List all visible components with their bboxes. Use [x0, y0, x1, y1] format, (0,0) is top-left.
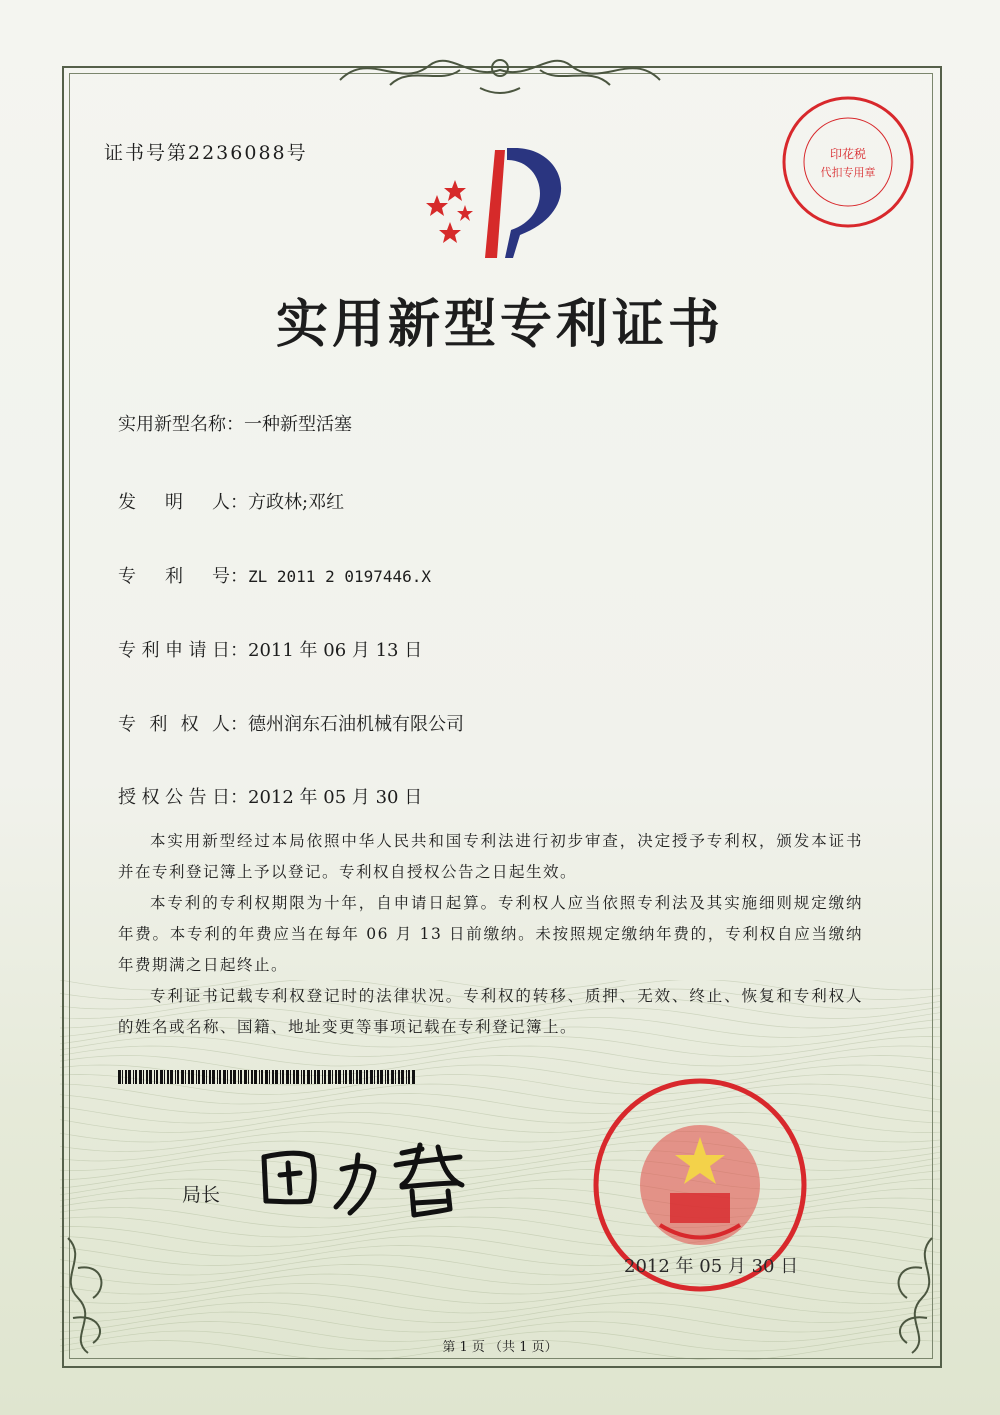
- field-announcement-date: 授 权 公 告 日 ：2012 年 05 月 30 日: [118, 783, 422, 809]
- field-label: [118, 488, 230, 514]
- certificate-number: 证书号第2236088号: [104, 142, 308, 164]
- barcode-bar: [272, 1070, 274, 1084]
- barcode-bar: [269, 1070, 270, 1084]
- barcode-bar: [118, 1070, 121, 1084]
- barcode-bar: [212, 1070, 215, 1084]
- barcode-bar: [261, 1070, 263, 1084]
- patent-office-emblem-icon: [425, 140, 585, 260]
- barcode-bar: [156, 1070, 158, 1084]
- field-patent-number: 专 利 号 ：ZL 2011 2 0197446.X: [118, 562, 431, 588]
- label-char: 利: [165, 566, 183, 587]
- barcode-bar: [293, 1070, 295, 1084]
- barcode-bar: [223, 1070, 226, 1084]
- field-label: [118, 562, 230, 588]
- director-label: 局长: [182, 1184, 221, 1206]
- barcode-bar: [128, 1070, 131, 1084]
- barcode-bar: [401, 1070, 404, 1084]
- barcode-bar: [406, 1070, 407, 1084]
- svg-text:印花税: 印花税: [829, 147, 867, 161]
- barcode-bar: [133, 1070, 134, 1084]
- field-value: 德州润东石油机械有限公司: [248, 714, 464, 735]
- barcode-bar: [154, 1070, 155, 1084]
- field-value: 2012 年 05 月 30 日: [248, 787, 423, 808]
- field-application-date: 专 利 申 请 日 ：2011 年 06 月 13 日: [118, 636, 422, 662]
- barcode-bar: [251, 1070, 253, 1084]
- barcode-bar: [122, 1070, 123, 1084]
- field-value: 一种新型活塞: [244, 414, 352, 435]
- barcode-bar: [356, 1070, 358, 1084]
- barcode-bar: [395, 1070, 396, 1084]
- field-value: 2011 年 06 月 13 日: [248, 640, 423, 661]
- barcode-bar: [209, 1070, 211, 1084]
- barcode-bar: [345, 1070, 347, 1084]
- label-char: 专: [118, 714, 136, 735]
- label-char: 利: [141, 640, 160, 661]
- field-value: 方政林;邓红: [248, 492, 345, 513]
- label-char: 利: [149, 714, 168, 735]
- barcode-bar: [303, 1070, 305, 1084]
- barcode-icon: [118, 1070, 416, 1084]
- barcode-bar: [196, 1070, 197, 1084]
- page-number: 第 1 页 （共 1 页）: [442, 1340, 558, 1355]
- barcode-bar: [335, 1070, 337, 1084]
- tax-stamp-icon: [778, 92, 918, 232]
- barcode-bar: [290, 1070, 291, 1084]
- barcode-bar: [377, 1070, 379, 1084]
- barcode-bar: [149, 1070, 152, 1084]
- label-char: 请: [188, 640, 207, 661]
- barcode-bar: [328, 1070, 331, 1084]
- barcode-bar: [146, 1070, 148, 1084]
- barcode-bar: [353, 1070, 354, 1084]
- barcode-bar: [135, 1070, 137, 1084]
- label-char: 告: [188, 787, 207, 808]
- barcode-bar: [324, 1070, 326, 1084]
- barcode-bar: [286, 1070, 289, 1084]
- field-label: [118, 783, 230, 809]
- barcode-bar: [317, 1070, 320, 1084]
- seal-date: 2012 年 05 月 30 日: [624, 1256, 799, 1277]
- barcode-bar: [359, 1070, 362, 1084]
- barcode-bar: [217, 1070, 218, 1084]
- barcode-bar: [248, 1070, 249, 1084]
- barcode-bar: [280, 1070, 281, 1084]
- barcode-bar: [143, 1070, 144, 1084]
- label-char: 申: [165, 640, 183, 661]
- barcode-bar: [259, 1070, 260, 1084]
- label-char: 发: [118, 492, 136, 513]
- barcode-bar: [307, 1070, 310, 1084]
- barcode-bar: [139, 1070, 142, 1084]
- label-char: 权: [141, 787, 160, 808]
- barcode-bar: [380, 1070, 383, 1084]
- barcode-bar: [167, 1070, 169, 1084]
- field-label: [118, 636, 230, 662]
- field-inventor: 发 明 人 ：方政林;邓红: [118, 488, 344, 514]
- barcode-bar: [181, 1070, 184, 1084]
- label-char: 明: [165, 492, 183, 513]
- barcode-bar: [338, 1070, 341, 1084]
- barcode-bar: [370, 1070, 373, 1084]
- barcode-bar: [206, 1070, 207, 1084]
- barcode-bar: [343, 1070, 344, 1084]
- barcode-bar: [349, 1070, 352, 1084]
- barcode-bar: [238, 1070, 239, 1084]
- page-title: 实用新型专利证书: [275, 294, 724, 355]
- barcode-bar: [198, 1070, 200, 1084]
- barcode-bar: [185, 1070, 186, 1084]
- paragraph: 专利证书记载专利权登记时的法律状况。专利权的转移、质押、无效、终止、恢复和专利权人的姓名或名称、国籍、地址变更等事项记载在专利登记簿上。: [118, 987, 863, 1036]
- barcode-bar: [374, 1070, 375, 1084]
- barcode-bar: [175, 1070, 176, 1084]
- barcode-bar: [240, 1070, 242, 1084]
- label-char: 公: [165, 787, 183, 808]
- barcode-bar: [188, 1070, 190, 1084]
- barcode-bar: [125, 1070, 127, 1084]
- barcode-bar: [301, 1070, 302, 1084]
- barcode-bar: [311, 1070, 312, 1084]
- barcode-bar: [385, 1070, 386, 1084]
- barcode-bar: [275, 1070, 278, 1084]
- barcode-bar: [202, 1070, 205, 1084]
- label-char: 权: [180, 714, 199, 735]
- field-label: [118, 710, 230, 736]
- label-char: 授: [118, 787, 136, 808]
- barcode-bar: [366, 1070, 368, 1084]
- barcode-bar: [332, 1070, 333, 1084]
- barcode-bar: [282, 1070, 284, 1084]
- certificate-body-text: [118, 826, 863, 1043]
- barcode-bar: [191, 1070, 194, 1084]
- barcode-bar: [387, 1070, 389, 1084]
- barcode-bar: [408, 1070, 410, 1084]
- top-ornament-icon: [330, 40, 670, 100]
- barcode-bar: [164, 1070, 165, 1084]
- barcode-bar: [398, 1070, 400, 1084]
- barcode-bar: [254, 1070, 257, 1084]
- label-char: 日: [212, 787, 230, 808]
- barcode-bar: [230, 1070, 232, 1084]
- label-char: 号: [212, 566, 230, 587]
- label-char: 日: [212, 640, 230, 661]
- barcode-bar: [170, 1070, 173, 1084]
- barcode-bar: [412, 1070, 415, 1084]
- svg-text:代扣专用章: 代扣专用章: [820, 166, 876, 179]
- field-patentee: 专 利 权 人 ：德州润东石油机械有限公司: [118, 710, 464, 736]
- label-char: 专: [118, 640, 136, 661]
- barcode-bar: [322, 1070, 323, 1084]
- barcode-bar: [296, 1070, 299, 1084]
- field-utility-model-name: 实用新型名称：一种新型活塞: [118, 414, 352, 435]
- barcode-bar: [244, 1070, 247, 1084]
- barcode-bar: [227, 1070, 228, 1084]
- paragraph: 本专利的专利权期限为十年，自申请日起算。专利权人应当依照专利法及其实施细则规定缴纳年费。本专利的年费应当在每年 06 月 13 日前缴纳。未按照规定缴纳年费的，专利权自应当缴纳年费期满之日起终止。: [118, 894, 863, 974]
- director-signature-icon: [252, 1135, 477, 1220]
- field-value: ZL 2011 2 0197446.X: [248, 567, 432, 586]
- barcode-bar: [177, 1070, 179, 1084]
- barcode-bar: [160, 1070, 163, 1084]
- label-char: 专: [118, 566, 136, 587]
- barcode-bar: [314, 1070, 316, 1084]
- barcode-bar: [233, 1070, 236, 1084]
- label-char: 人: [212, 492, 230, 513]
- barcode-bar: [265, 1070, 268, 1084]
- barcode-bar: [364, 1070, 365, 1084]
- barcode-bar: [219, 1070, 221, 1084]
- field-label: 实用新型名称: [118, 414, 226, 435]
- label-char: 人: [211, 714, 230, 735]
- paragraph: 本实用新型经过本局依照中华人民共和国专利法进行初步审查，决定授予专利权，颁发本证书并在专利登记簿上予以登记。专利权自授权公告之日起生效。: [118, 832, 863, 881]
- barcode-bar: [391, 1070, 394, 1084]
